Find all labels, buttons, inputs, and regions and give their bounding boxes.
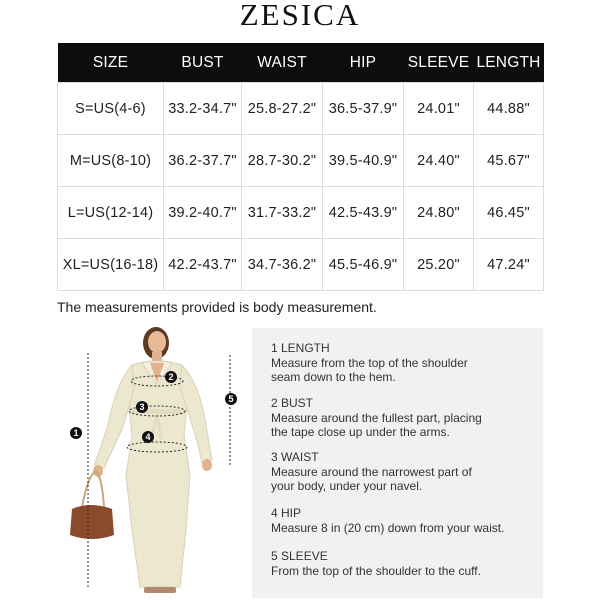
size-chart-table	[57, 43, 544, 291]
cell-length: 46.45"	[474, 187, 544, 239]
header-hip: HIP	[323, 43, 404, 83]
measurement-line: Measure around the fullest part, placing	[271, 410, 482, 425]
cell-bust: 39.2-40.7"	[164, 187, 242, 239]
header-bust: BUST	[164, 43, 242, 83]
cell-waist: 28.7-30.2"	[242, 135, 323, 187]
cell-bust: 33.2-34.7"	[164, 83, 242, 135]
measurement-title: 1 LENGTH	[271, 341, 330, 355]
measurement-hip	[271, 506, 504, 535]
cell-sleeve: 24.01"	[404, 83, 474, 135]
cell-sleeve: 24.40"	[404, 135, 474, 187]
measurement-title: 2 BUST	[271, 396, 314, 410]
table-row	[58, 239, 544, 291]
measurement-title: 3 WAIST	[271, 450, 319, 464]
model-left-sleeve	[94, 365, 134, 468]
cell-hip: 36.5-37.9"	[323, 83, 404, 135]
header-waist: WAIST	[242, 43, 323, 83]
table-row	[58, 83, 544, 135]
marker-5-label: 5	[228, 394, 234, 404]
model-face	[148, 331, 166, 353]
model-shoes	[144, 587, 176, 593]
cell-bust: 36.2-37.7"	[164, 135, 242, 187]
measurement-line: Measure around the narrowest part of	[271, 464, 472, 479]
cell-sleeve: 25.20"	[404, 239, 474, 291]
table-row	[58, 135, 544, 187]
cell-hip: 45.5-46.9"	[323, 239, 404, 291]
header-length: LENGTH	[474, 43, 544, 83]
measurement-line: From the top of the shoulder to the cuff.	[271, 563, 481, 578]
cell-waist: 31.7-33.2"	[242, 187, 323, 239]
measurement-sleeve	[271, 549, 481, 578]
measurement-bust	[271, 396, 482, 440]
measurement-title: 4 HIP	[271, 506, 302, 520]
handbag	[70, 505, 114, 539]
measurement-line: Measure 8 in (20 cm) down from your waist.	[271, 520, 505, 535]
cell-size: S=US(4-6)	[58, 83, 164, 135]
cell-length: 44.88"	[474, 83, 544, 135]
marker-2-label: 2	[168, 372, 174, 382]
header-sleeve: SLEEVE	[404, 43, 474, 83]
bag-strap	[82, 471, 104, 507]
cell-length: 47.24"	[474, 239, 544, 291]
measurement-line: seam down to the hem.	[271, 370, 396, 384]
cell-size: M=US(8-10)	[58, 135, 164, 187]
measurement-note: The measurements provided is body measurement.	[57, 299, 377, 315]
measurement-length	[271, 341, 468, 385]
measurement-line: your body, under your navel.	[271, 479, 423, 493]
cell-sleeve: 24.80"	[404, 187, 474, 239]
header-size: SIZE	[58, 43, 164, 83]
model-right-hand	[202, 459, 212, 471]
measurement-waist	[271, 450, 472, 494]
cell-size: L=US(12-14)	[58, 187, 164, 239]
marker-3-label: 3	[139, 402, 145, 412]
cell-size: XL=US(16-18)	[58, 239, 164, 291]
marker-4-label: 4	[145, 432, 151, 442]
cell-waist: 34.7-36.2"	[242, 239, 323, 291]
cell-hip: 42.5-43.9"	[323, 187, 404, 239]
measurement-title: 5 SLEEVE	[271, 549, 328, 563]
cell-length: 45.67"	[474, 135, 544, 187]
brand-logo: ZESICA	[239, 0, 361, 32]
table-header-row	[58, 43, 544, 83]
cell-bust: 42.2-43.7"	[164, 239, 242, 291]
model-illustration	[60, 325, 250, 600]
cell-waist: 25.8-27.2"	[242, 83, 323, 135]
marker-1-label: 1	[73, 428, 79, 438]
cell-hip: 39.5-40.9"	[323, 135, 404, 187]
measurement-line: the tape close up under the arms.	[271, 425, 450, 439]
model-dress	[126, 361, 190, 587]
table-row	[58, 187, 544, 239]
measurement-line: Measure from the top of the shoulder	[271, 355, 468, 370]
